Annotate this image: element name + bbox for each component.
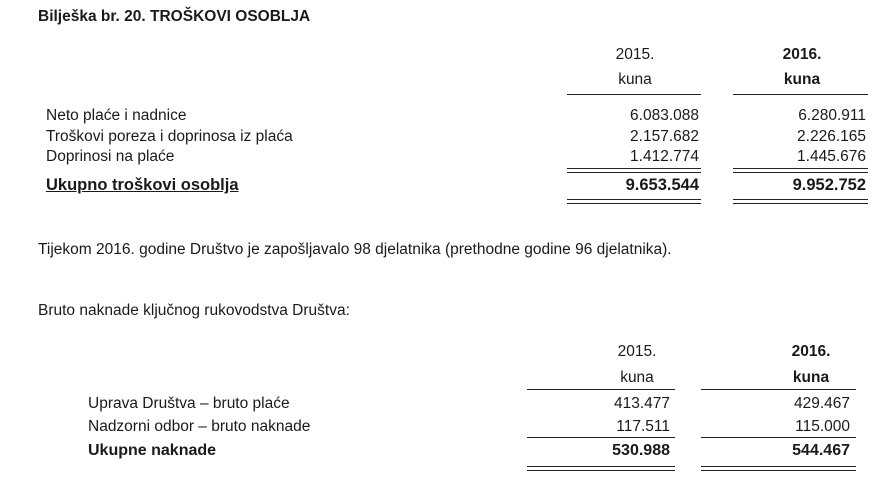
table1-row-label: Troškovi poreza i doprinosa iz plaća <box>46 128 293 145</box>
table2-header-rule-2016 <box>701 389 856 390</box>
table1-row-label: Neto plaće i nadnice <box>46 107 187 124</box>
table1-row-value-2016: 1.445.676 <box>797 148 866 165</box>
table2-subtotal-rule-2015 <box>527 437 675 438</box>
table2-header-2015-unit: kuna <box>620 369 654 386</box>
table1-total-value-2016: 9.952.752 <box>792 176 866 194</box>
note-title: Bilješka br. 20. TROŠKOVI OSOBLJA <box>38 8 311 25</box>
table1-subtotal-rule-2016-second <box>733 172 868 173</box>
table1-total-rule-2015 <box>567 199 701 200</box>
table2-total-value-2016: 544.467 <box>792 442 850 459</box>
table2-total-rule-2015 <box>527 466 675 467</box>
table2-row-value-2016: 115.000 <box>795 418 850 435</box>
table2-row-label: Uprava Društva – bruto plaće <box>88 395 290 412</box>
table2-row-label: Nadzorni odbor – bruto naknade <box>88 418 311 435</box>
table2-subtotal-rule-2016 <box>701 437 856 438</box>
table1-total-value-2015: 9.653.544 <box>625 176 699 194</box>
table1-row-value-2015: 2.157.682 <box>630 128 699 145</box>
table2-total-rule-2016 <box>701 466 856 467</box>
table2-total-value-2015: 530.988 <box>612 442 670 459</box>
table2-total-double-rule-2015 <box>527 470 675 471</box>
table1-row-value-2015: 6.083.088 <box>630 107 699 124</box>
employee-count-paragraph: Tijekom 2016. godine Društvo je zapošljavalo 98 djelatnika (prethodne godine 96 djelatnika). <box>38 241 672 258</box>
table1-total-rule-2016 <box>733 199 868 200</box>
table1-row-value-2016: 2.226.165 <box>797 128 866 145</box>
table1-total-label: Ukupno troškovi osoblja <box>46 176 239 194</box>
table2-header-2016-unit: kuna <box>792 369 830 386</box>
key-management-heading: Bruto naknade ključnog rukovodstva Društva: <box>38 302 350 319</box>
table1-row-value-2015: 1.412.774 <box>630 148 699 165</box>
table2-row-value-2015: 413.477 <box>613 395 670 412</box>
table1-subtotal-rule-2016 <box>733 168 868 169</box>
table2-total-label: Ukupne naknade <box>88 442 217 459</box>
table2-header-2016-year: 2016. <box>791 343 831 360</box>
table1-total-double-rule-2016 <box>733 203 868 204</box>
table1-header-rule-2016 <box>733 94 868 95</box>
table1-header-2016-year: 2016. <box>782 46 822 63</box>
table2-header-rule-2015 <box>527 389 675 390</box>
table1-header-rule-2015 <box>567 94 701 95</box>
table2-row-value-2016: 429.467 <box>793 395 850 412</box>
table1-subtotal-rule-2015-second <box>567 172 701 173</box>
table1-header-2015-year: 2015. <box>615 46 655 63</box>
table1-row-value-2016: 6.280.911 <box>798 107 866 124</box>
table1-subtotal-rule-2015 <box>567 168 701 169</box>
table1-header-2016-unit: kuna <box>783 71 821 88</box>
table1-header-2015-unit: kuna <box>618 71 652 88</box>
table1-row-label: Doprinosi na plaće <box>46 148 175 165</box>
table2-row-value-2015: 117.511 <box>616 418 670 435</box>
table2-header-2015-year: 2015. <box>617 343 657 360</box>
table2-total-double-rule-2016 <box>701 470 856 471</box>
table1-total-double-rule-2015 <box>567 203 701 204</box>
